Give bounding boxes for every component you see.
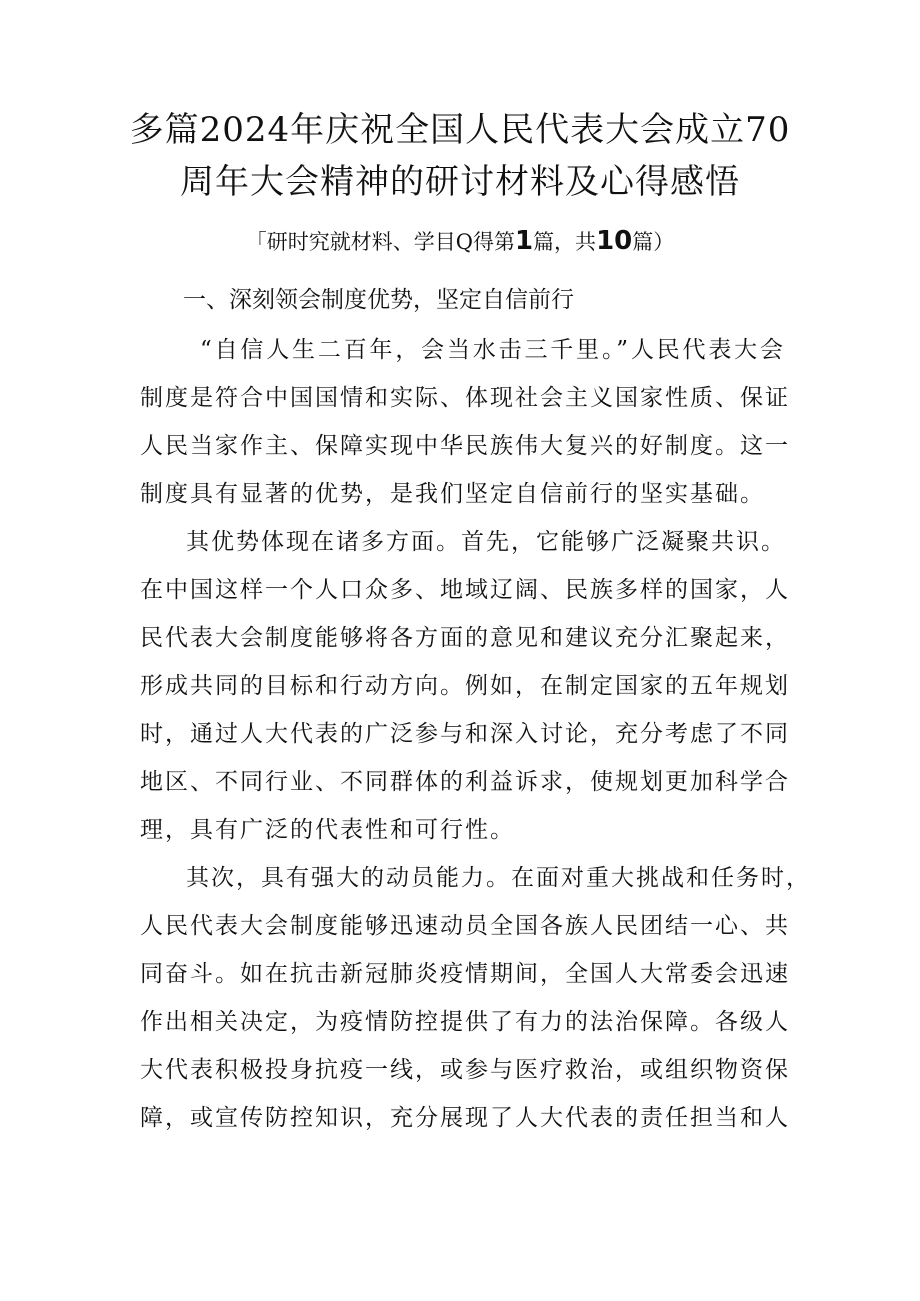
paragraph-2-line-5: 时，通过人大代表的广泛参与和深入讨论，充分考虑了不同 xyxy=(140,721,790,747)
paragraph-2-line-6: 地区、不同行业、不同群体的利益诉求，使规划更加科学合 xyxy=(140,769,790,795)
paragraph-2-line-3: 民代表大会制度能够将各方面的意见和建议充分汇聚起来， xyxy=(140,625,790,651)
paragraph-3-line-1: 其次，具有强大的动员能力。在面对重大挑战和任务时， xyxy=(186,865,811,891)
paragraph-3-line-6: 障，或宣传防控知识，充分展现了人大代表的责任担当和人 xyxy=(140,1105,790,1131)
paragraph-3-line-2: 人民代表大会制度能够迅速动员全国各族人民团结一心、共 xyxy=(140,913,790,939)
subtitle-suffix: 篇） xyxy=(632,230,675,254)
paragraph-3-line-3: 同奋斗。如在抗击新冠肺炎疫情期间，全国人大常委会迅速 xyxy=(140,961,790,987)
section-heading: 一、深刻领会制度优势，坚定自信前行 xyxy=(183,287,574,313)
paragraph-1-line-1: “自信人生二百年，会当水击三千里。”人民代表大会 xyxy=(200,337,785,363)
paragraph-3-line-4: 作出相关决定，为疫情防控提供了有力的法治保障。各级人 xyxy=(140,1009,790,1035)
paragraph-1-line-2: 制度是符合中国国情和实际、体现社会主义国家性质、保证 xyxy=(140,385,790,411)
paragraph-1-line-3: 人民当家作主、保障实现中华民族伟大复兴的好制度。这一 xyxy=(140,433,790,459)
document-subtitle xyxy=(140,226,780,257)
paragraph-1-line-4: 制度具有显著的优势，是我们坚定自信前行的坚实基础。 xyxy=(140,481,765,507)
subtitle-mid: 篇，共 xyxy=(533,230,597,254)
paragraph-3-line-5: 大代表积极投身抗疫一线，或参与医疗救治，或组织物资保 xyxy=(140,1057,790,1083)
title-line-2: 周年大会精神的研讨材料及心得感悟 xyxy=(180,162,740,202)
paragraph-2-line-2: 在中国这样一个人口众多、地域辽阔、民族多样的国家，人 xyxy=(140,577,790,603)
title-line-1: 多篇2024年庆祝全国人民代表大会成立70 xyxy=(129,110,791,150)
paragraph-2-line-7: 理，具有广泛的代表性和可行性。 xyxy=(140,817,515,843)
paragraph-2-line-4: 形成共同的目标和行动方向。例如，在制定国家的五年规划 xyxy=(140,673,790,699)
subtitle-article-number: 1 xyxy=(514,226,534,256)
paragraph-2-line-1: 其优势体现在诸多方面。首先，它能够广泛凝聚共识。 xyxy=(186,529,786,555)
subtitle-total-count: 10 xyxy=(596,226,633,256)
subtitle-prefix: 「研时究就材料、学目Q得第 xyxy=(245,230,515,254)
document-title xyxy=(90,104,830,208)
